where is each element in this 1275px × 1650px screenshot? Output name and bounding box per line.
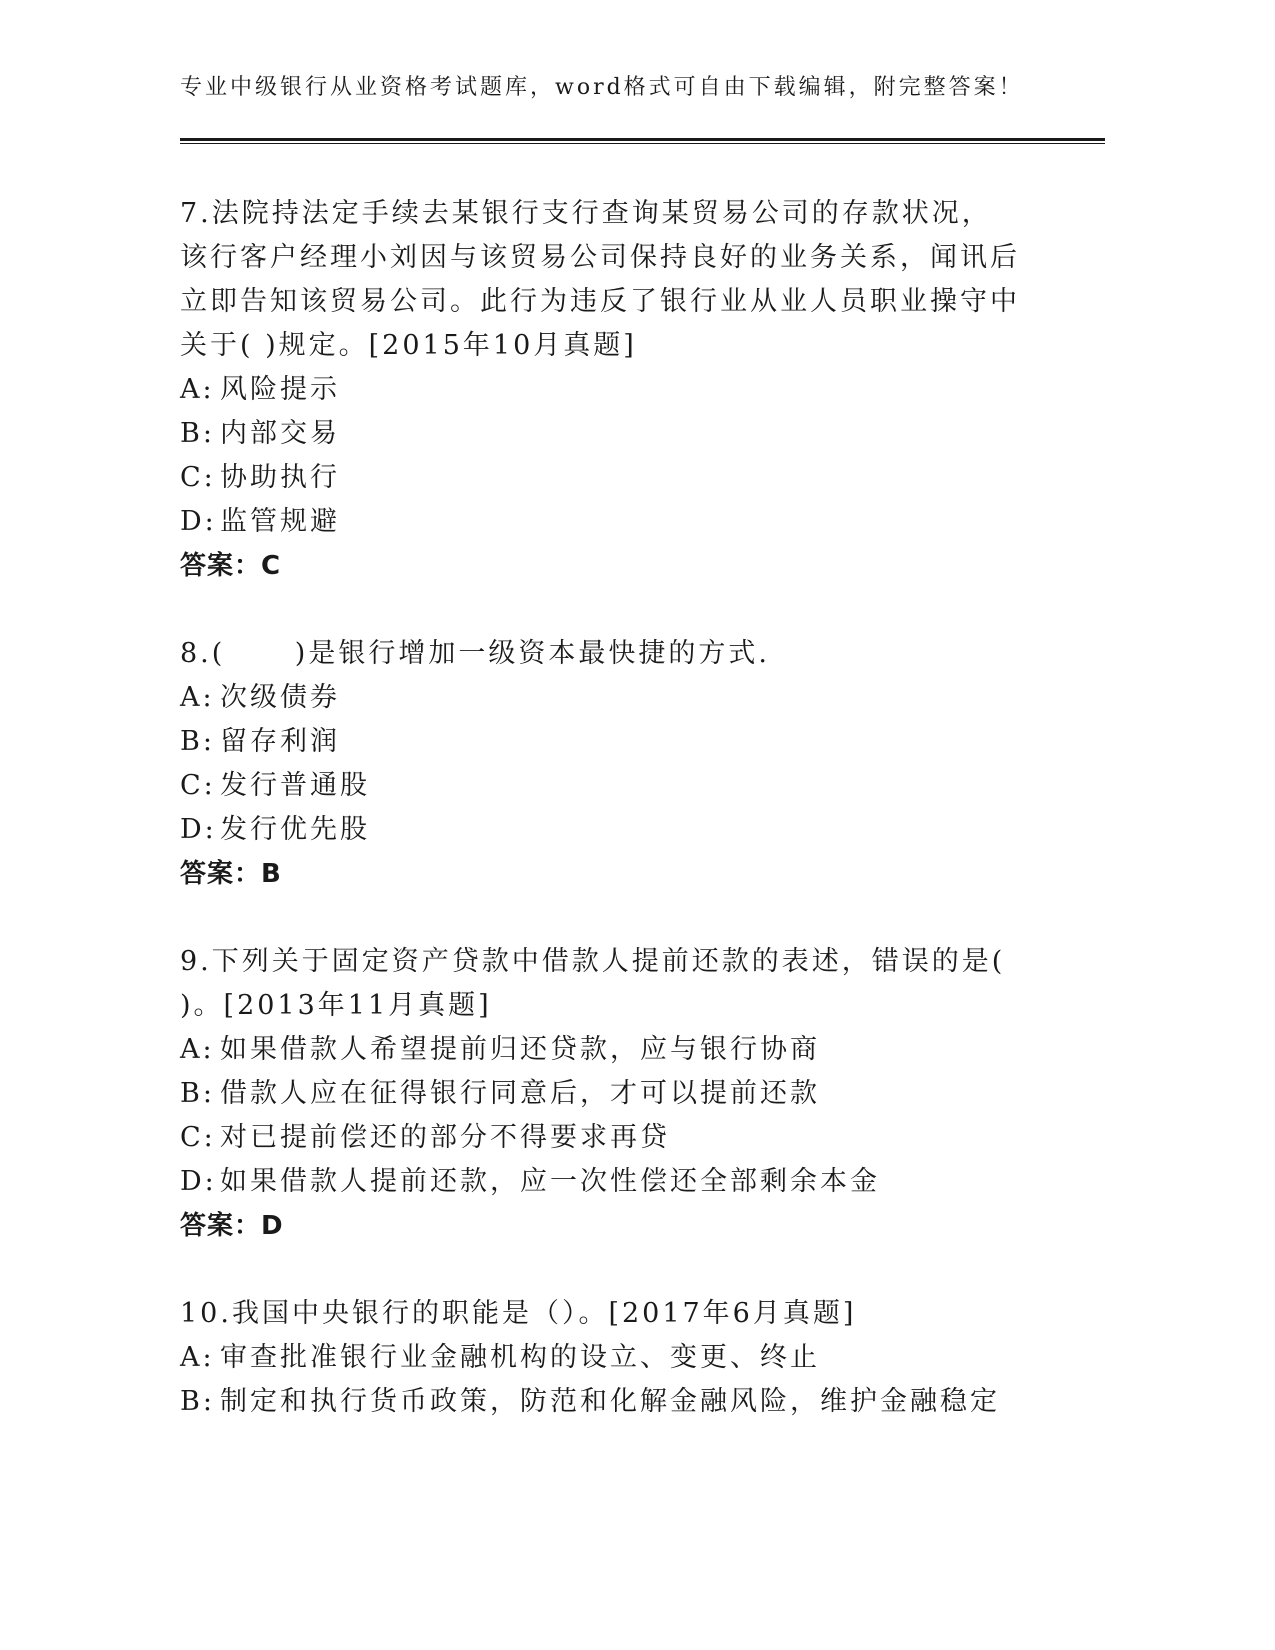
option-text: 内部交易 — [220, 418, 340, 449]
option-letter: C: — [180, 770, 216, 801]
question-stem: 7.法院持法定手续去某银行支行查询某贸易公司的存款状况，该行客户经理小刘因与该贸易公司保持良好的业务关系，闻讯后立即告知该贸易公司。此行为违反了银行业从业人员职业操守中关于( )规定。[2015年10月真题] — [180, 198, 1020, 361]
option-letter: D: — [180, 814, 217, 845]
option-d — [180, 500, 1020, 544]
option-letter: B: — [180, 1078, 215, 1109]
option-text: 如果借款人希望提前归还贷款，应与银行协商 — [220, 1034, 820, 1065]
option-a — [180, 368, 1020, 412]
answer-line: 答案：D — [180, 1211, 284, 1241]
option-letter: D: — [180, 1166, 217, 1197]
option-b — [180, 1072, 1020, 1116]
option-letter: A: — [180, 1034, 215, 1065]
option-c — [180, 1116, 1020, 1160]
header-rule-thick — [180, 138, 1105, 141]
option-letter: B: — [180, 726, 215, 757]
question-7 — [180, 192, 1020, 588]
option-letter: A: — [180, 682, 215, 713]
option-text: 制定和执行货币政策，防范和化解金融风险，维护金融稳定 — [220, 1386, 1000, 1417]
option-d — [180, 1160, 1020, 1204]
question-list — [180, 192, 1020, 1424]
option-text: 借款人应在征得银行同意后，才可以提前还款 — [220, 1078, 820, 1109]
option-letter: A: — [180, 1342, 215, 1373]
option-b — [180, 1380, 1020, 1424]
question-9 — [180, 940, 1020, 1248]
option-a — [180, 676, 1020, 720]
option-d — [180, 808, 1020, 852]
option-letter: B: — [180, 1386, 215, 1417]
header-rule-thin — [180, 143, 1105, 144]
answer-line: 答案：C — [180, 551, 282, 581]
option-c — [180, 456, 1020, 500]
option-letter: D: — [180, 506, 217, 537]
option-text: 次级债券 — [220, 682, 340, 713]
option-letter: C: — [180, 462, 216, 493]
option-text: 如果借款人提前还款，应一次性偿还全部剩余本金 — [220, 1166, 880, 1197]
option-b — [180, 412, 1020, 456]
option-text: 对已提前偿还的部分不得要求再贷 — [220, 1122, 670, 1153]
option-letter: C: — [180, 1122, 216, 1153]
option-a — [180, 1336, 1020, 1380]
option-a — [180, 1028, 1020, 1072]
option-text: 发行优先股 — [220, 814, 370, 845]
option-b — [180, 720, 1020, 764]
question-stem: 10.我国中央银行的职能是（）。[2017年6月真题] — [180, 1298, 857, 1329]
option-text: 监管规避 — [220, 506, 340, 537]
question-10 — [180, 1292, 1020, 1424]
page-header: 专业中级银行从业资格考试题库，word格式可自由下载编辑，附完整答案！ — [180, 75, 1024, 100]
option-c — [180, 764, 1020, 808]
question-8 — [180, 632, 1020, 896]
option-letter: A: — [180, 374, 215, 405]
option-text: 审查批准银行业金融机构的设立、变更、终止 — [220, 1342, 820, 1373]
option-letter: B: — [180, 418, 215, 449]
option-text: 风险提示 — [220, 374, 340, 405]
option-text: 留存利润 — [220, 726, 340, 757]
option-text: 发行普通股 — [220, 770, 370, 801]
option-text: 协助执行 — [220, 462, 340, 493]
answer-line: 答案：B — [180, 859, 282, 889]
question-stem: 8.( )是银行增加一级资本最快捷的方式. — [180, 638, 770, 669]
question-stem: 9.下列关于固定资产贷款中借款人提前还款的表述，错误的是( )。[2013年11月真题] — [180, 946, 1006, 1021]
